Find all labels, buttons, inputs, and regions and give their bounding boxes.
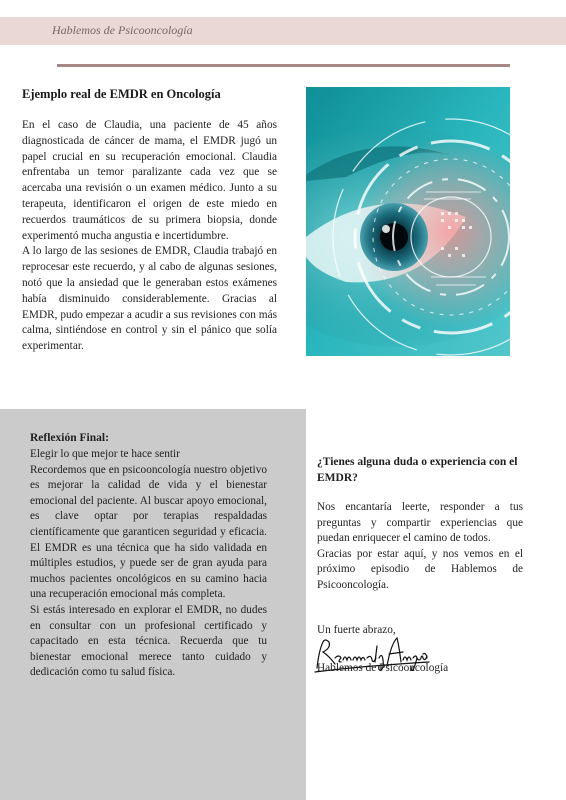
contact-body xyxy=(317,500,523,594)
case-paragraph-2: A lo largo de las sesiones de EMDR, Claudia trabajó en reprocesar este recuerdo, y al cabo de algunas sesiones, notó que la ansiedad que le generaban estos exámenes había disminuido considerablemente. Gracias al EMDR, pudo empezar a acudir a sus revisiones con más calma, sintiéndose en control y sin el pánico que solía experimentar. xyxy=(22,245,277,353)
case-section-body xyxy=(22,118,277,355)
reflection-body xyxy=(30,447,267,681)
reflection-subtitle: Elegir lo que mejor te hace sentir xyxy=(30,448,180,460)
reflection-paragraph-2: Si estás interesado en explorar el EMDR, no dudes en consultar con un profesional certificado y capacitado en esta técnica. Recuerda que tu bienestar emocional merece tanto cuidado y dedicación como tu salud física. xyxy=(30,603,267,679)
reflection-paragraph-1: Recordemos que en psicooncología nuestro objetivo es mejorar la calidad de vida y el bienestar emocional del paciente. Al buscar apoyo emocional, es clave optar por terapias respaldadas científicamente que garanticen seguridad y eficacia. El EMDR es una técnica que ha sido validada en múltiples estudios, y puede ser de gran ayuda para muchos pacientes oncológicos en su camino hacia una recuperación emocional más completa. xyxy=(30,463,267,601)
eye-illustration xyxy=(306,87,510,356)
eye-cyber-illustration-icon xyxy=(306,87,510,356)
header-band xyxy=(0,17,566,45)
case-section-title: Ejemplo real de EMDR en Oncología xyxy=(22,87,221,101)
reflection-title: Reflexión Final: xyxy=(30,432,109,444)
signoff-line: Hablemos de Psicooncología xyxy=(317,662,449,674)
case-paragraph-1: En el caso de Claudia, una paciente de 45 años diagnosticada de cáncer de mama, el EMDR jugó un papel crucial en su recuperación emocional. Claudia enfrentaba un temor paralizante cada vez que se acercaba una revisión o un examen médico. Junto a su terapeuta, identificaron el origen de este miedo en recuerdos traumáticos de su primera biopsia, donde experimentó mucha angustia e incertidumbre. xyxy=(22,119,277,242)
closing-line: Un fuerte abrazo, xyxy=(317,624,396,636)
header-title: Hablemos de Psicooncología xyxy=(52,23,193,37)
section-divider xyxy=(57,64,510,67)
contact-question: ¿Tienes alguna duda o experiencia con el EMDR? xyxy=(317,456,518,484)
contact-paragraph-1: Nos encantaría leerte, responder a tus preguntas y compartir experiencias que puedan enriquecer el camino de todos. xyxy=(317,501,523,545)
contact-paragraph-2: Gracias por estar aquí, y nos vemos en el próximo episodio de Hablemos de Psicooncología. xyxy=(317,547,523,591)
